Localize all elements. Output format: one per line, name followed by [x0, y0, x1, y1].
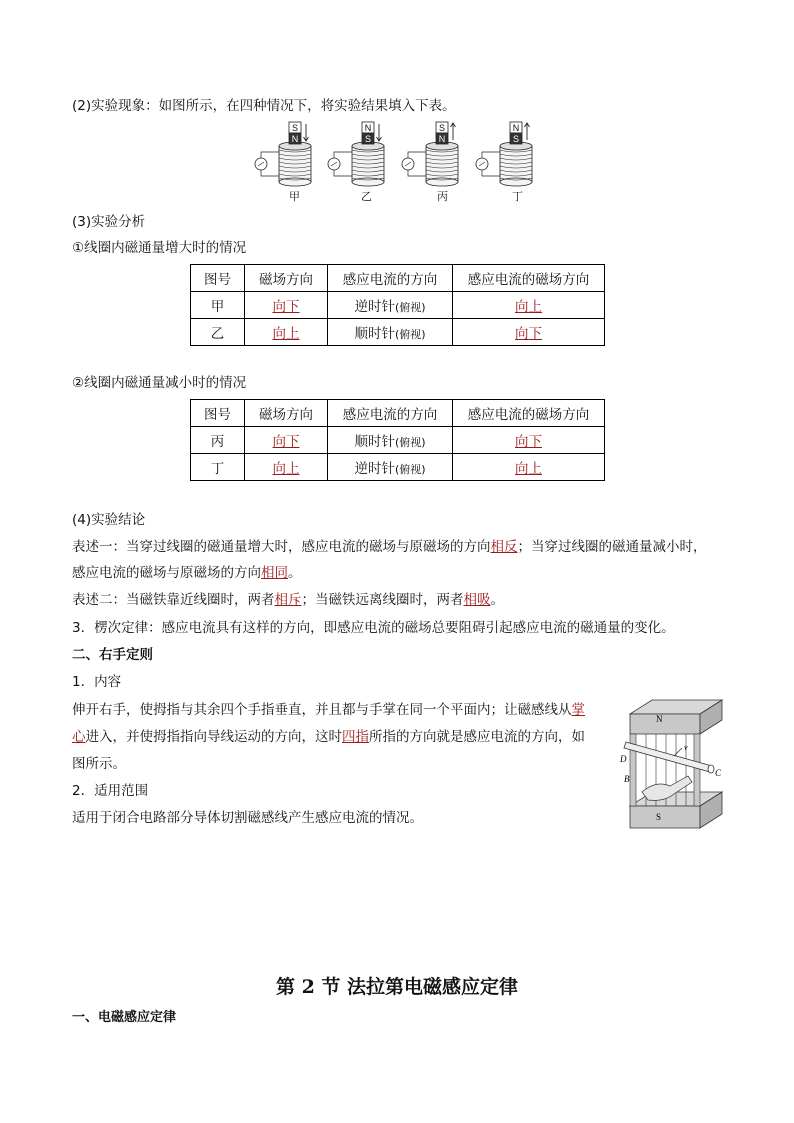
experiment-phenomenon-title: (2)实验现象：如图所示，在四种情况下，将实验结果填入下表。	[72, 98, 456, 114]
scope-text: 适用于闭合电路部分导体切割磁感线产生感应电流的情况。	[72, 810, 423, 826]
content-title: 1．内容	[72, 674, 122, 690]
text: 。	[288, 565, 302, 581]
header-cell: 感应电流的磁场方向	[453, 400, 605, 427]
answer-palm-2: 心	[72, 729, 86, 745]
magnet-pole-bottom: S	[512, 134, 520, 144]
cell-id: 乙	[191, 319, 245, 346]
content-line2	[72, 727, 585, 747]
coil-experiment-figure	[0, 118, 794, 198]
magnet-pole-bottom: S	[364, 134, 372, 144]
label-S: S	[656, 812, 662, 822]
statement-one-line1	[72, 537, 707, 557]
cell-field-answer: 向下	[272, 299, 300, 315]
figure-label-jia: 甲	[289, 190, 300, 203]
label-B: B	[624, 774, 630, 784]
cell-id: 丁	[191, 454, 245, 481]
statement-one-line2	[72, 563, 302, 583]
header-cell: 磁场方向	[245, 265, 328, 292]
text: 感应电流的磁场与原磁场的方向	[72, 565, 261, 581]
statement-two	[72, 590, 504, 610]
header-cell: 感应电流的方向	[328, 400, 453, 427]
label-D: D	[620, 754, 627, 764]
magnet-pole-bottom: N	[438, 134, 446, 144]
answer-repel: 相斥	[274, 592, 302, 608]
header-cell: 图号	[191, 265, 245, 292]
cell-induced-answer: 向上	[515, 299, 542, 315]
header-cell: 感应电流的方向	[328, 265, 453, 292]
right-hand-rule-figure	[612, 696, 732, 836]
cell-current: 逆时针	[354, 299, 395, 315]
table-row	[191, 319, 605, 346]
cell-current: 顺时针	[354, 326, 395, 342]
cell-current: 逆时针	[354, 461, 395, 477]
cell-id: 丙	[191, 427, 245, 454]
header-cell: 磁场方向	[245, 400, 328, 427]
cell-field-answer: 向下	[272, 434, 300, 450]
cell-id: 甲	[191, 292, 245, 319]
figure-label-ding: 丁	[512, 190, 523, 203]
magnet-pole-top: N	[364, 123, 372, 133]
text: 表述一：当穿过线圈的磁通量增大时，感应电流的磁场与原磁场的方向	[72, 539, 491, 555]
chapter-subtitle: 一、电磁感应定律	[72, 1010, 177, 1025]
answer-same: 相同	[261, 565, 288, 581]
table-flux-decrease	[190, 399, 605, 481]
cell-field-answer: 向上	[272, 326, 300, 342]
table-header-row	[191, 265, 605, 292]
case-decrease-title: ②线圈内磁通量减小时的情况	[72, 375, 247, 391]
magnet-pole-top: S	[438, 123, 446, 133]
section-right-hand-rule: 二、右手定则	[72, 647, 153, 663]
figure-label-bing: 丙	[437, 190, 448, 203]
text: 所指的方向就是感应电流的方向，如	[369, 729, 585, 745]
table-row	[191, 427, 605, 454]
table-flux-increase	[190, 264, 605, 346]
label-N: N	[656, 714, 663, 724]
content-line1	[72, 700, 585, 720]
text: 进入，并使拇指指向导线运动的方向，这时	[85, 729, 342, 745]
text: ；当磁铁远离线圈时，两者	[301, 592, 464, 608]
header-cell: 感应电流的磁场方向	[453, 265, 605, 292]
cell-induced-answer: 向上	[515, 461, 542, 477]
content-line3: 图所示。	[72, 756, 126, 772]
analysis-title: (3)实验分析	[72, 214, 146, 230]
magnet-pole-bottom: N	[291, 134, 299, 144]
answer-palm-1: 掌	[571, 702, 585, 718]
cell-note: (俯视)	[394, 301, 426, 314]
conclusion-title: (4)实验结论	[72, 512, 146, 528]
text: 表述二：当磁铁靠近线圈时，两者	[72, 592, 275, 608]
lenz-law: 3．楞次定律：感应电流具有这样的方向，即感应电流的磁场总要阻碍引起感应电流的磁通量的变化。	[72, 620, 675, 636]
label-v: v	[684, 743, 688, 752]
label-C: C	[715, 768, 722, 778]
chapter-title: 第 2 节 法拉第电磁感应定律	[275, 976, 519, 998]
cell-induced-answer: 向下	[515, 326, 542, 342]
text: ；当穿过线圈的磁通量减小时，	[517, 539, 707, 555]
case-increase-title: ①线圈内磁通量增大时的情况	[72, 240, 247, 256]
cell-note: (俯视)	[394, 328, 426, 341]
cell-field-answer: 向上	[272, 461, 300, 477]
answer-attract: 相吸	[463, 592, 491, 608]
answer-opposite: 相反	[490, 539, 518, 555]
cell-note: (俯视)	[394, 436, 426, 449]
cell-current: 顺时针	[354, 434, 395, 450]
text: 。	[490, 592, 504, 608]
text: 伸开右手，使拇指与其余四个手指垂直，并且都与手掌在同一个平面内；让磁感线从	[72, 702, 572, 718]
magnet-pole-top: S	[291, 123, 299, 133]
answer-four-fingers: 四指	[342, 729, 369, 745]
scope-title: 2．适用范围	[72, 783, 149, 799]
header-cell: 图号	[191, 400, 245, 427]
figure-label-yi: 乙	[361, 190, 372, 203]
magnet-pole-top: N	[512, 123, 520, 133]
cell-induced-answer: 向下	[515, 434, 542, 450]
cell-note: (俯视)	[394, 463, 426, 476]
table-header-row	[191, 400, 605, 427]
table-row	[191, 292, 605, 319]
table-row	[191, 454, 605, 481]
